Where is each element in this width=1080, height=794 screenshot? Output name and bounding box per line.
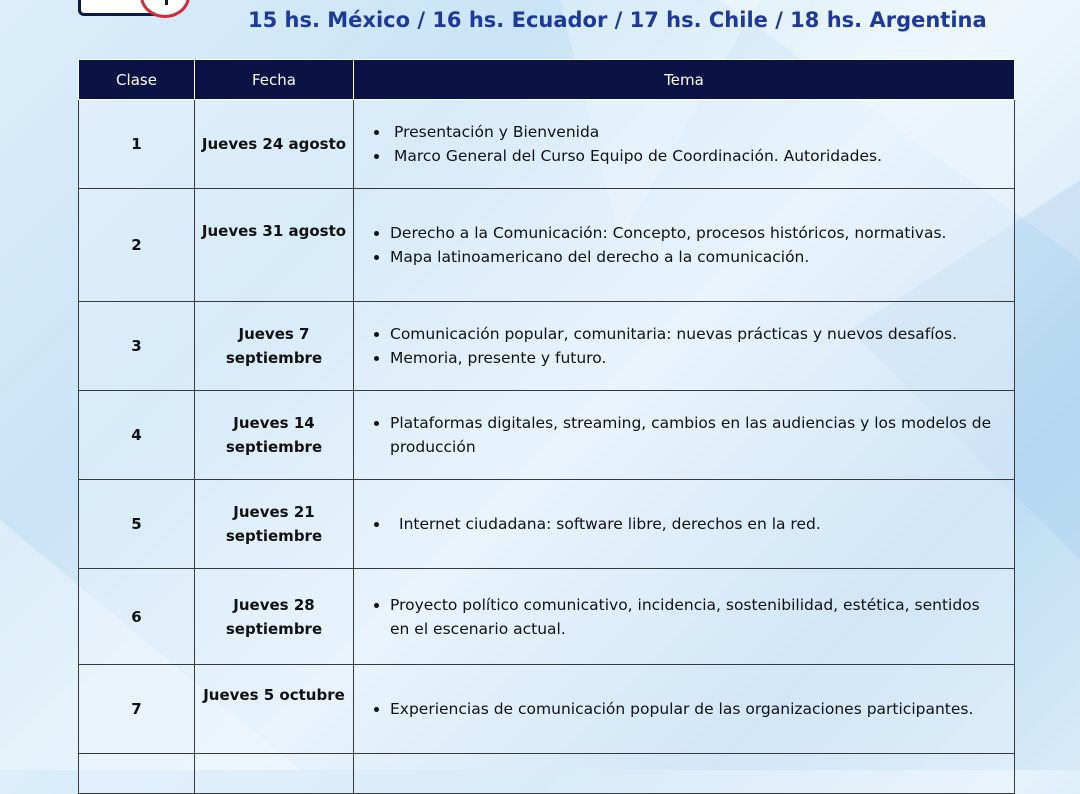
topic-item: • Plataformas digitales, streaming, cambios en las audiencias y los modelos de producción xyxy=(390,411,1000,459)
topic-item: • Marco General del Curso Equipo de Coordinación. Autoridades. xyxy=(390,144,1000,168)
table-row xyxy=(79,480,1015,569)
fecha-cell: Jueves 7 septiembre xyxy=(195,302,354,391)
clase-number: 5 xyxy=(79,480,195,569)
topic-item: • Experiencias de comunicación popular de las organizaciones participantes. xyxy=(390,697,1000,721)
table-row xyxy=(79,665,1015,754)
topic-item: • Proyecto político comunicativo, incidencia, sostenibilidad, estética, sentidos en el escenario actual. xyxy=(390,593,1000,641)
tema-cell xyxy=(354,391,1015,480)
clase-number: 1 xyxy=(79,100,195,189)
clase-number: 7 xyxy=(79,665,195,754)
tema-cell xyxy=(354,189,1015,302)
tema-cell xyxy=(354,569,1015,665)
clase-number: 2 xyxy=(79,189,195,302)
clase-number: 6 xyxy=(79,569,195,665)
topic-item: • Memoria, presente y futuro. xyxy=(390,346,1000,370)
tema-cell xyxy=(354,665,1015,754)
topic-item: • Internet ciudadana: software libre, derechos en la red. xyxy=(390,512,1000,536)
table-row xyxy=(79,189,1015,302)
header-tema: Tema xyxy=(354,60,1015,100)
course-schedule-table xyxy=(78,59,1015,794)
tema-cell xyxy=(354,302,1015,391)
table-row xyxy=(79,100,1015,189)
topic-item: • Comunicación popular, comunitaria: nuevas prácticas y nuevos desafíos. xyxy=(390,322,1000,346)
clase-number: 4 xyxy=(79,391,195,480)
table-row-partial xyxy=(79,754,1015,794)
topic-item: • Mapa latinoamericano del derecho a la comunicación. xyxy=(390,245,1000,269)
clase-number: 3 xyxy=(79,302,195,391)
tema-cell xyxy=(354,100,1015,189)
fecha-cell: Jueves 31 agosto xyxy=(195,189,354,302)
table-row xyxy=(79,569,1015,665)
topic-item: • Presentación y Bienvenida xyxy=(390,120,1000,144)
fecha-cell: Jueves 24 agosto xyxy=(195,100,354,189)
fecha-cell: Jueves 21 septiembre xyxy=(195,480,354,569)
fecha-cell: Jueves 14 septiembre xyxy=(195,391,354,480)
schedule-times: 15 hs. México / 16 hs. Ecuador / 17 hs. Chile / 18 hs. Argentina xyxy=(248,8,987,32)
fecha-cell: Jueves 5 octubre xyxy=(195,665,354,754)
header-clase: Clase xyxy=(79,60,195,100)
tema-cell xyxy=(354,480,1015,569)
topic-item: • Derecho a la Comunicación: Concepto, procesos históricos, normativas. xyxy=(390,221,1000,245)
header-fecha: Fecha xyxy=(195,60,354,100)
fecha-cell: Jueves 28 septiembre xyxy=(195,569,354,665)
table-header-row xyxy=(79,60,1015,100)
table-row xyxy=(79,391,1015,480)
table-row xyxy=(79,302,1015,391)
